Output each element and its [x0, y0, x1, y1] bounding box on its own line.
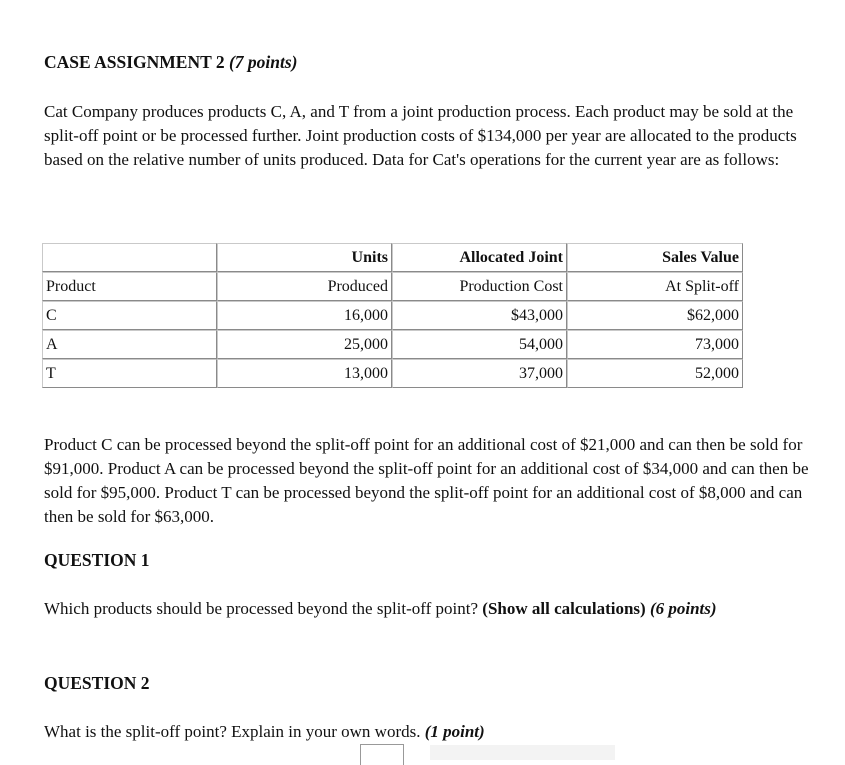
table-cell: 13,000 — [217, 359, 392, 388]
table-header-cell: Produced — [217, 272, 392, 301]
table-header-cell — [42, 243, 217, 272]
table-header-cell: Units — [217, 243, 392, 272]
table-header-cell: Product — [42, 272, 217, 301]
product-data-table — [42, 243, 743, 388]
table-cell: 54,000 — [392, 330, 567, 359]
question-2-prompt: What is the split-off point? Explain in your own words. — [44, 722, 421, 741]
table-header-row-2 — [42, 272, 743, 301]
question-1-instruction: (Show all calculations) — [482, 599, 646, 618]
question-1-prompt: Which products should be processed beyond the split-off point? — [44, 599, 479, 618]
question-2-points: (1 point) — [424, 722, 485, 741]
assignment-title-points: (7 points) — [228, 52, 298, 72]
intro-paragraph: Cat Company produces products C, A, and T from a joint production process. Each product may be sold at the split-off point or be processed further. Joint production costs of $134,000 per year are allocated to the products based on the relative number of units produced. Data for Cat's operations for the current year are as follows: — [44, 102, 797, 169]
additional-processing-paragraph: Product C can be processed beyond the split-off point for an additional cost of $21,000 and can then be sold for $91,000. Product A can be processed beyond the split-off point for an additional cost of $34,000 and can then be sold for $95,000. Product T can be processed beyond the split-off point for an additional cost of $8,000 and can then be sold for $63,000. — [44, 435, 809, 526]
table-header-cell: Production Cost — [392, 272, 567, 301]
table-cell: 73,000 — [567, 330, 743, 359]
table-cell: 16,000 — [217, 301, 392, 330]
table-cell: T — [42, 359, 217, 388]
answer-editor-toolbar — [430, 745, 615, 760]
assignment-title — [44, 52, 298, 73]
table-header-cell: Allocated Joint — [392, 243, 567, 272]
table-cell: 25,000 — [217, 330, 392, 359]
table-header-row-1 — [42, 243, 743, 272]
question-1-points: (6 points) — [649, 599, 717, 618]
table-header-cell: At Split-off — [567, 272, 743, 301]
table-row — [42, 330, 743, 359]
table-cell: $43,000 — [392, 301, 567, 330]
question-1-heading: QUESTION 1 — [44, 550, 150, 570]
table-cell: C — [42, 301, 217, 330]
table-cell: $62,000 — [567, 301, 743, 330]
table-row — [42, 301, 743, 330]
table-cell: 37,000 — [392, 359, 567, 388]
question-1-text — [44, 597, 804, 621]
question-2-heading: QUESTION 2 — [44, 673, 150, 693]
table-row — [42, 359, 743, 388]
table-cell: A — [42, 330, 217, 359]
table-cell: 52,000 — [567, 359, 743, 388]
question-2-text — [44, 720, 804, 744]
assignment-title-main: CASE ASSIGNMENT 2 — [44, 52, 225, 72]
answer-editor-toolbar-button[interactable] — [360, 744, 404, 765]
table-header-cell: Sales Value — [567, 243, 743, 272]
